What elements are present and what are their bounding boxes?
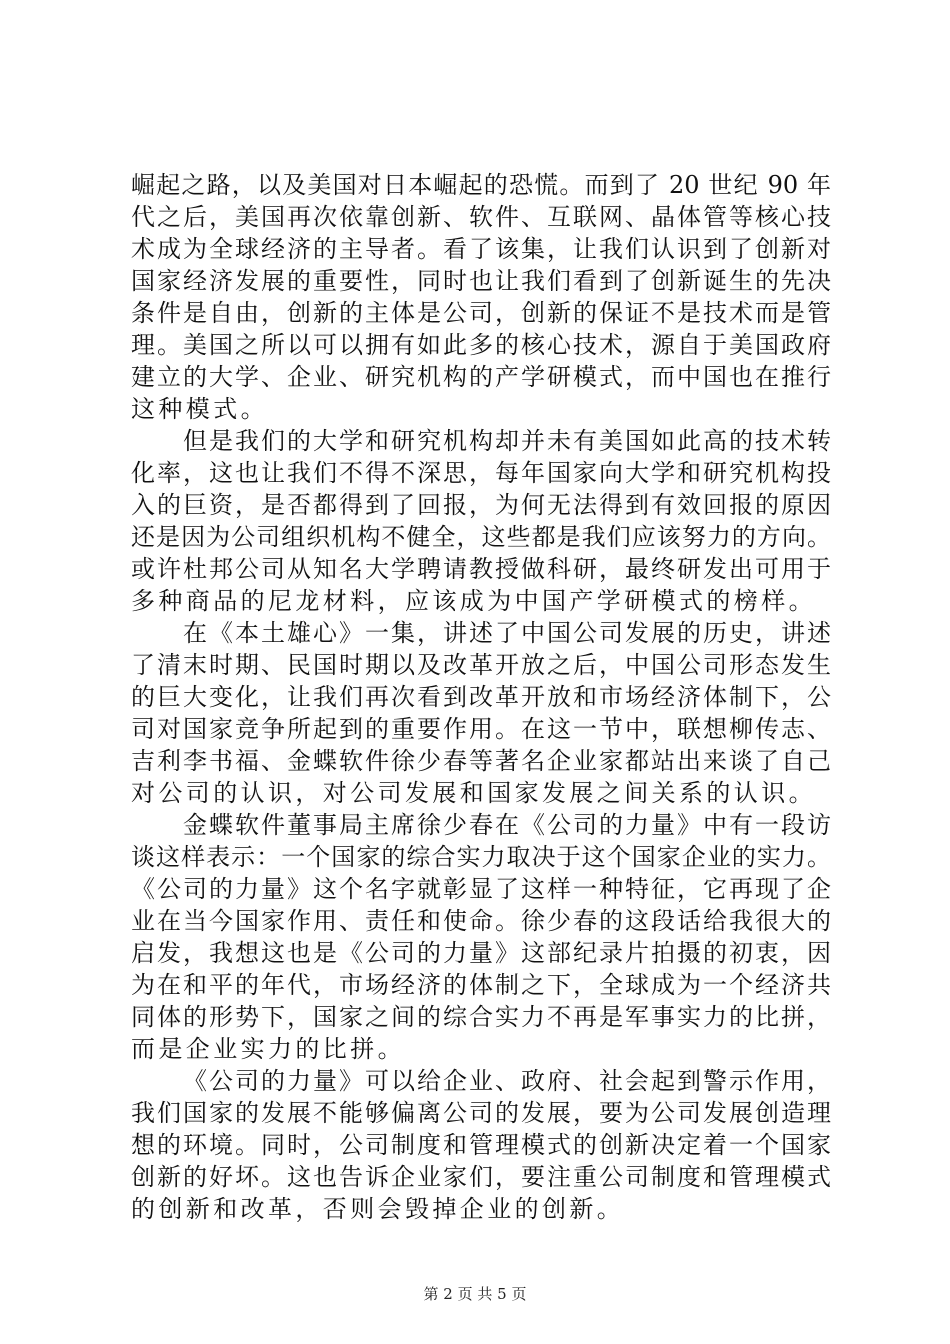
text-line: 吉利李书福、金蝶软件徐少春等著名企业家都站出来谈了自己 bbox=[131, 747, 831, 775]
text-line: 想的环境。同时，公司制度和管理模式的创新决定着一个国家 bbox=[131, 1131, 831, 1159]
text-line: 业在当今国家作用、责任和使命。徐少春的这段话给我很大的 bbox=[131, 907, 831, 935]
text-line: 司对国家竞争所起到的重要作用。在这一节中，联想柳传志、 bbox=[131, 715, 831, 743]
text-line: 建立的大学、企业、研究机构的产学研模式，而中国也在推行 bbox=[131, 363, 831, 391]
text-line: 或许杜邦公司从知名大学聘请教授做科研，最终研发出可用于 bbox=[131, 555, 831, 583]
text-line: 理。美国之所以可以拥有如此多的核心技术，源自于美国政府 bbox=[131, 331, 831, 359]
page-number: 第 2 页 共 5 页 bbox=[423, 1285, 527, 1303]
text-line: 化率，这也让我们不得不深思，每年国家向大学和研究机构投 bbox=[131, 459, 831, 487]
text-line: 《公司的力量》这个名字就彰显了这样一种特征，它再现了企 bbox=[131, 875, 831, 903]
text-line: 条件是自由，创新的主体是公司，创新的保证不是技术而是管 bbox=[131, 299, 831, 327]
document-body bbox=[131, 169, 831, 1225]
text-line: 的巨大变化，让我们再次看到改革开放和市场经济体制下，公 bbox=[131, 683, 831, 711]
text-line: 对公司的认识，对公司发展和国家发展之间关系的认识。 bbox=[131, 779, 816, 807]
text-line: 术成为全球经济的主导者。看了该集，让我们认识到了创新对 bbox=[131, 235, 831, 263]
text-line: 代之后，美国再次依靠创新、软件、互联网、晶体管等核心技 bbox=[131, 203, 831, 231]
text-line: 崛起之路，以及美国对日本崛起的恐慌。而到了 20 世纪 90 年 bbox=[131, 171, 831, 199]
text-line: 多种商品的尼龙材料，应该成为中国产学研模式的榜样。 bbox=[131, 587, 816, 615]
text-line: 我们国家的发展不能够偏离公司的发展，要为公司发展创造理 bbox=[131, 1099, 831, 1127]
text-line: 入的巨资，是否都得到了回报，为何无法得到有效回报的原因 bbox=[131, 491, 831, 519]
text-line: 为在和平的年代，市场经济的体制之下，全球成为一个经济共 bbox=[131, 971, 831, 999]
text-line: 了清末时期、民国时期以及改革开放之后，中国公司形态发生 bbox=[131, 651, 831, 679]
text-line: 创新的好坏。这也告诉企业家们，要注重公司制度和管理模式 bbox=[131, 1163, 831, 1191]
text-line: 的创新和改革，否则会毁掉企业的创新。 bbox=[131, 1195, 625, 1223]
text-line: 金蝶软件董事局主席徐少春在《公司的力量》中有一段访 bbox=[183, 811, 831, 839]
text-line: 谈这样表示：一个国家的综合实力取决于这个国家企业的实力。 bbox=[131, 843, 831, 871]
text-line: 国家经济发展的重要性，同时也让我们看到了创新诞生的先决 bbox=[131, 267, 831, 295]
text-line: 在《本土雄心》一集，讲述了中国公司发展的历史，讲述 bbox=[183, 619, 831, 647]
text-line: 但是我们的大学和研究机构却并未有美国如此高的技术转 bbox=[183, 427, 831, 455]
text-line: 《公司的力量》可以给企业、政府、社会起到警示作用， bbox=[183, 1067, 831, 1095]
text-line: 这种模式。 bbox=[131, 395, 268, 423]
text-line: 启发，我想这也是《公司的力量》这部纪录片拍摄的初衷，因 bbox=[131, 939, 831, 967]
text-line: 同体的形势下，国家之间的综合实力不再是军事实力的比拼， bbox=[131, 1003, 831, 1031]
text-line: 还是因为公司组织机构不健全，这些都是我们应该努力的方向。 bbox=[131, 523, 831, 551]
text-line: 而是企业实力的比拼。 bbox=[131, 1035, 405, 1063]
page-footer bbox=[0, 1284, 950, 1304]
